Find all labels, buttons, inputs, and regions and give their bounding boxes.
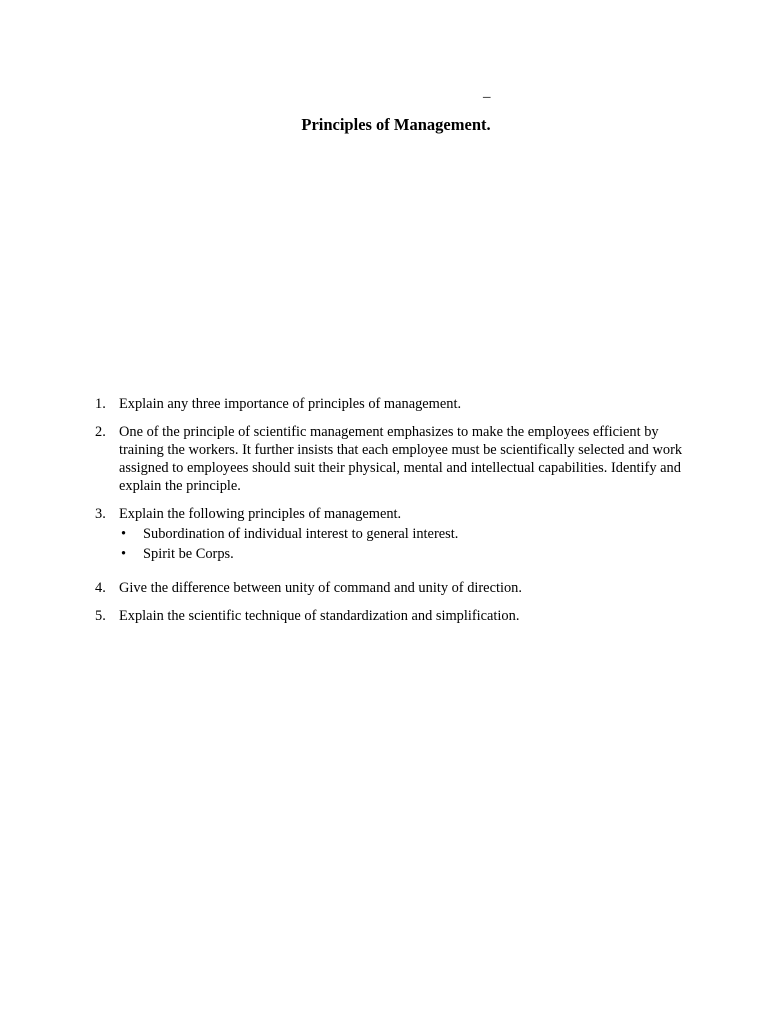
question-item-1 [95, 395, 695, 413]
question-list [95, 395, 695, 635]
question-item-3 [95, 505, 695, 563]
bullet-icon: • [121, 546, 127, 562]
question-number: 5. [95, 608, 106, 624]
question-text: Explain the scientific technique of standardization and simplification. [119, 608, 520, 624]
question-text: Give the difference between unity of command and unity of direction. [119, 580, 522, 596]
question-item-5 [95, 607, 695, 625]
document-title: Principles of Management. [301, 115, 491, 134]
question-item-4 [95, 579, 695, 597]
question-number: 3. [95, 506, 106, 522]
question-text: Explain the following principles of management. [119, 506, 402, 522]
bullet-icon: • [121, 526, 127, 542]
bullet-item [119, 545, 695, 563]
bullet-text: Subordination of individual interest to general interest. [143, 526, 459, 542]
question-text: Explain any three importance of principles of management. [119, 396, 462, 412]
question-item-2 [95, 423, 695, 495]
question-number: 1. [95, 396, 106, 412]
bullet-text: Spirit be Corps. [143, 546, 234, 562]
bullet-item [119, 525, 695, 543]
question-text: One of the principle of scientific management emphasizes to make the employees efficient by training the workers. It further insists that each employee must be scientifically selected and work assigned to employees should suit their physical, mental and intellectual capabilities. Identify and explain the principle. [119, 424, 683, 494]
question-number: 4. [95, 580, 106, 596]
bullet-list [119, 525, 695, 563]
top-dash-mark: – [483, 89, 491, 105]
question-number: 2. [95, 424, 106, 440]
